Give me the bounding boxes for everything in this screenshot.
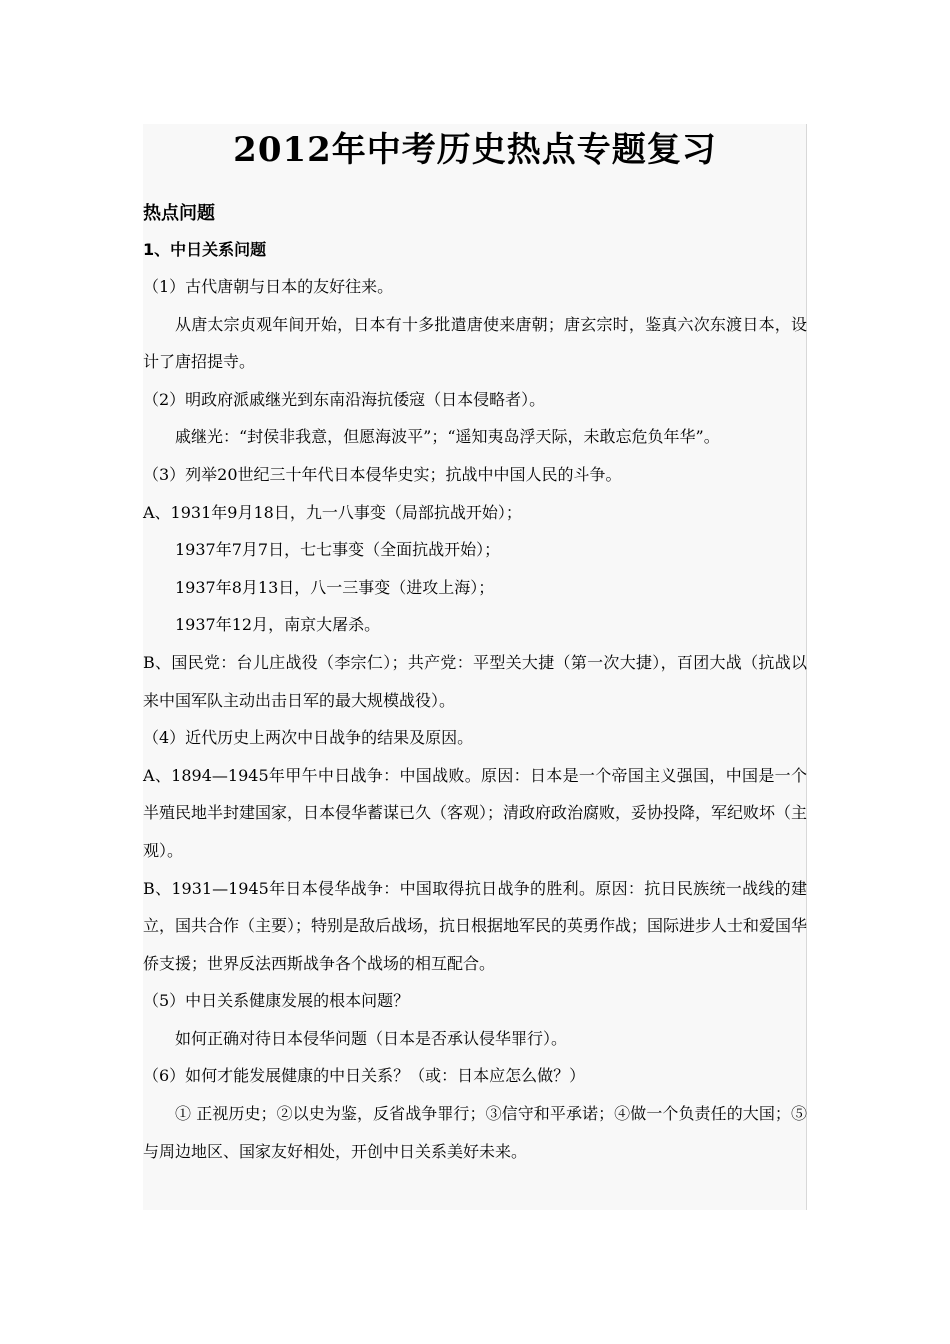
paragraph-9: 1937年12月，南京大屠杀。	[175, 615, 381, 635]
subsection-heading: 1、中日关系问题	[143, 240, 267, 259]
paragraph-16: （6）如何才能发展健康的中日关系？（或：日本应怎么做？）	[143, 1066, 586, 1086]
paragraph-6: A、1931年9月18日，九一八事变（局部抗战开始）；	[143, 502, 522, 522]
paragraph-11: （4）近代历史上两次中日战争的结果及原因。	[143, 728, 474, 748]
paragraph-12: A、1894—1945年甲午中日战争：中国战败。原因：日本是一个帝国主义强国，中国是一个半殖民地半封建国家，日本侵华蓄谋已久（客观）；清政府政治腐败，妥协投降，军纪败坏（主观）。	[143, 765, 808, 860]
paragraph-17: ① 正视历史；②以史为鉴，反省战争罪行；③信守和平承诺；④做一个负责任的大国；⑤与周边地区、国家友好相处，开创中日关系美好未来。	[143, 1104, 807, 1161]
paragraph-1: （1）古代唐朝与日本的友好往来。	[143, 277, 394, 296]
paragraph-4: 戚继光：“封侯非我意，但愿海波平”；“遥知夷岛浮天际，未敢忘危负年华”。	[175, 427, 720, 447]
section-heading: 热点问题	[143, 203, 215, 224]
paragraph-15: 如何正确对待日本侵华问题（日本是否承认侵华罪行）。	[175, 1028, 568, 1048]
paragraph-8: 1937年8月13日，八一三事变（进攻上海）；	[175, 577, 495, 597]
paragraph-10: B、国民党：台儿庄战役（李宗仁）；共产党：平型关大捷（第一次大捷），百团大战（抗战以来中国军队主动出击日军的最大规模战役）。	[143, 652, 807, 710]
paragraph-13: B、1931—1945年日本侵华战争：中国取得抗日战争的胜利。原因：抗日民族统一战线的建立，国共合作（主要）；特别是敌后战场，抗日根据地军民的英勇作战；国际进步人士和爱国华侨支援；世界反法西斯战争各个战场的相互配合。	[143, 878, 808, 973]
paragraph-3: （2）明政府派戚继光到东南沿海抗倭寇（日本侵略者）。	[143, 389, 546, 409]
paragraph-14: （5）中日关系健康发展的根本问题？	[143, 991, 410, 1011]
document-body	[143, 196, 807, 1170]
paragraph-2: 从唐太宗贞观年间开始，日本有十多批遣唐使来唐朝；唐玄宗时，鉴真六次东渡日本，设计了唐招提寺。	[143, 314, 807, 372]
paragraph-5: （3）列举20世纪三十年代日本侵华史实；抗战中中国人民的斗争。	[143, 464, 622, 484]
paragraph-7: 1937年7月7日，七七事变（全面抗战开始）；	[175, 540, 501, 560]
document-title: 2012年中考历史热点专题复习	[233, 130, 717, 170]
